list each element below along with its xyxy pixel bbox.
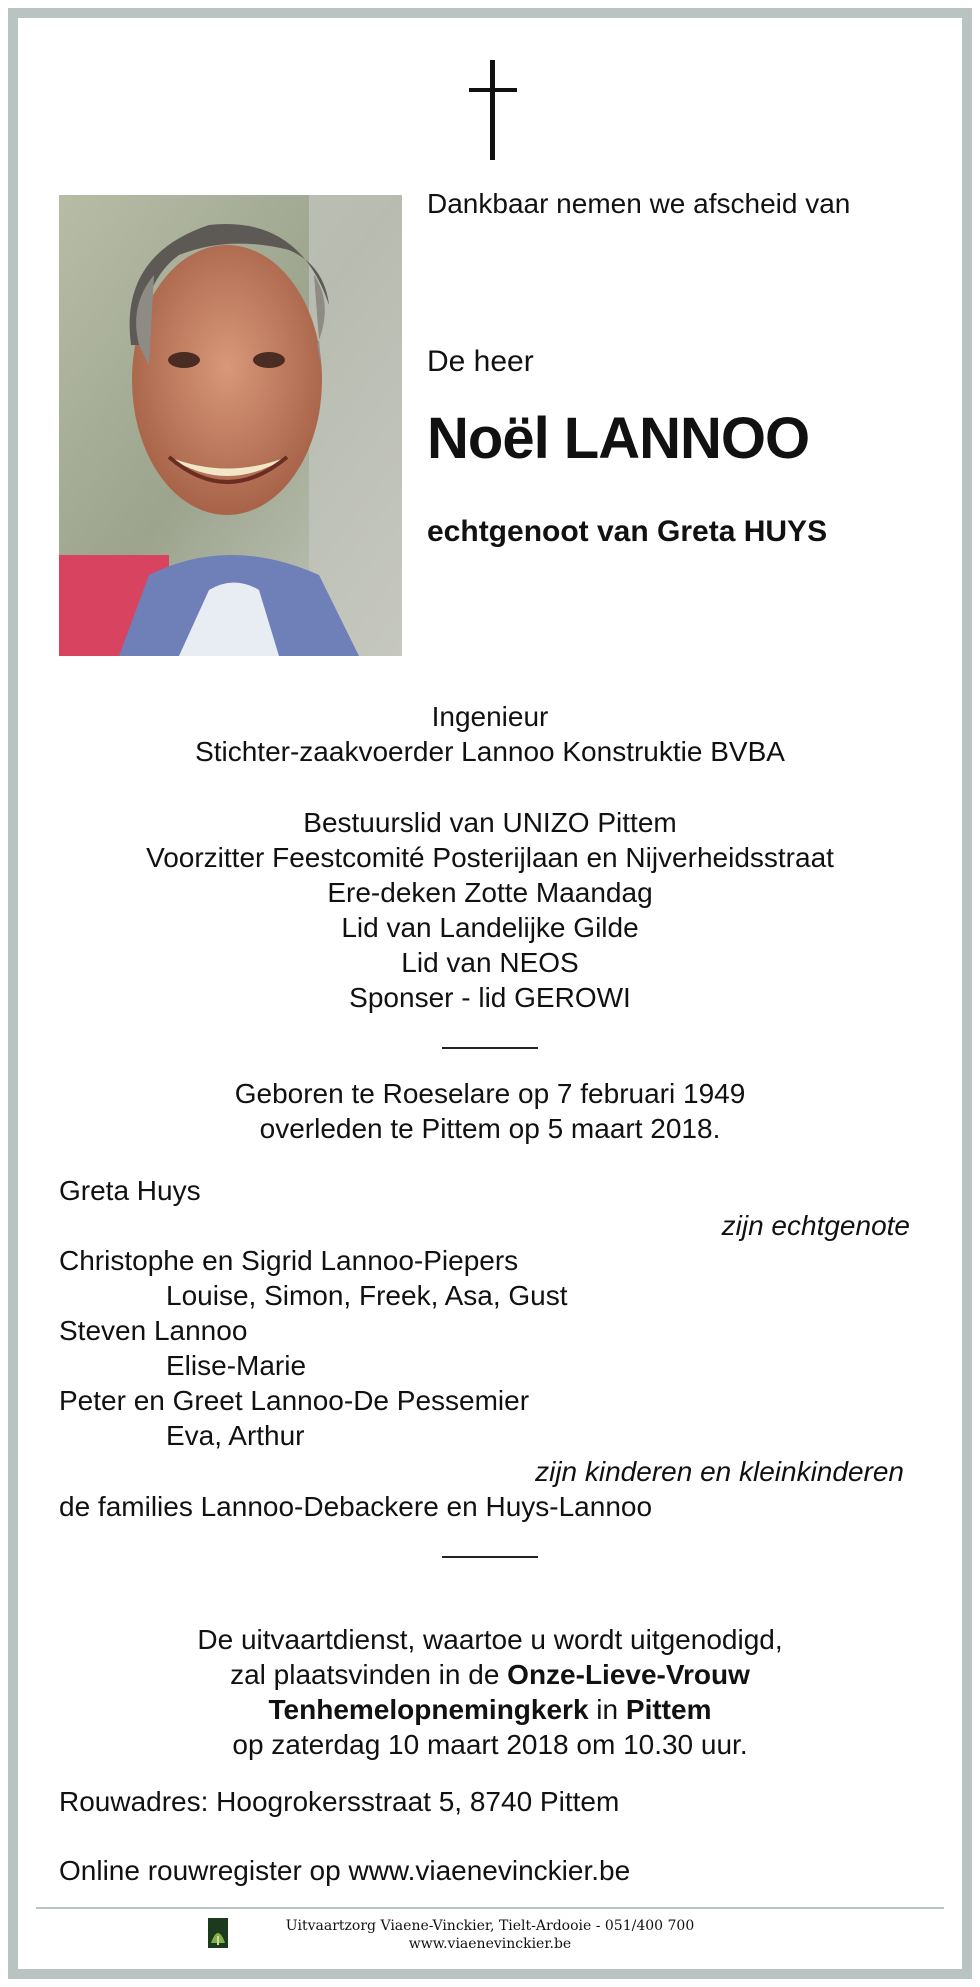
spouse-line: echtgenoot van Greta HUYS — [427, 515, 828, 548]
role-line: Lid van Landelijke Gilde — [341, 912, 639, 943]
role-line: Ere-deken Zotte Maandag — [327, 877, 653, 908]
church-name: Onze-Lieve-Vrouw — [507, 1659, 750, 1690]
separator — [442, 1556, 538, 1558]
footer-company: Uitvaartzorg Viaene-Vinckier, Tielt-Ardooie - 051/400 700 — [285, 1918, 695, 1934]
children-role: zijn kinderen en kleinkinderen — [535, 1456, 904, 1487]
family-child: Christophe en Sigrid Lannoo-Piepers — [59, 1245, 519, 1276]
family-families: de families Lannoo-Debackere en Huys-Lannoo — [59, 1491, 653, 1522]
intro-text: Dankbaar nemen we afscheid van — [427, 188, 851, 219]
dates-block — [0, 1076, 980, 1146]
role-line: Lid van NEOS — [401, 947, 579, 978]
role-line: Bestuurslid van UNIZO Pittem — [303, 807, 677, 838]
service-line — [0, 1692, 980, 1727]
service-text: in — [588, 1694, 626, 1725]
role-line: Voorzitter Feestcomité Posterijlaan en Nijverheidsstraat — [146, 842, 834, 873]
service-line: De uitvaartdienst, waartoe u wordt uitgenodigd, — [197, 1624, 783, 1655]
profession-block — [0, 699, 980, 769]
address-line: Rouwadres: Hoogrokersstraat 5, 8740 Pittem — [59, 1786, 620, 1817]
family-grandchildren: Louise, Simon, Freek, Asa, Gust — [166, 1280, 568, 1311]
online-register-line: Online rouwregister op www.viaenevinckier.be — [59, 1855, 631, 1886]
portrait-photo — [59, 195, 402, 656]
role-line: Sponser - lid GEROWI — [349, 982, 631, 1013]
spouse-role: zijn echtgenote — [721, 1210, 910, 1241]
profession-line: Stichter-zaakvoerder Lannoo Konstruktie BVBA — [195, 736, 785, 767]
footer — [0, 1917, 980, 1953]
family-grandchildren: Elise-Marie — [166, 1350, 307, 1381]
roles-block — [0, 805, 980, 1015]
birth-line: Geboren te Roeselare op 7 februari 1949 — [234, 1078, 746, 1109]
family-child: Peter en Greet Lannoo-De Pessemier — [59, 1385, 530, 1416]
family-grandchildren: Eva, Arthur — [166, 1420, 305, 1451]
family-child: Steven Lannoo — [59, 1315, 248, 1346]
title-line: De heer — [427, 345, 534, 378]
deceased-name: Noël LANNOO — [427, 406, 810, 471]
church-name: Tenhemelopnemingkerk — [268, 1694, 589, 1725]
death-line: overleden te Pittem op 5 maart 2018. — [259, 1113, 721, 1144]
footer-website: www.viaenevinckier.be — [408, 1936, 572, 1952]
family-spouse: Greta Huys — [59, 1175, 201, 1206]
service-line: op zaterdag 10 maart 2018 om 10.30 uur. — [232, 1729, 748, 1760]
service-text: zal plaatsvinden in de — [230, 1659, 508, 1690]
town-name: Pittem — [625, 1694, 712, 1725]
footer-rule — [36, 1907, 944, 1909]
separator — [442, 1047, 538, 1049]
service-line — [0, 1657, 980, 1692]
profession-line: Ingenieur — [431, 701, 549, 732]
service-block — [0, 1622, 980, 1762]
cross-icon — [463, 60, 523, 160]
